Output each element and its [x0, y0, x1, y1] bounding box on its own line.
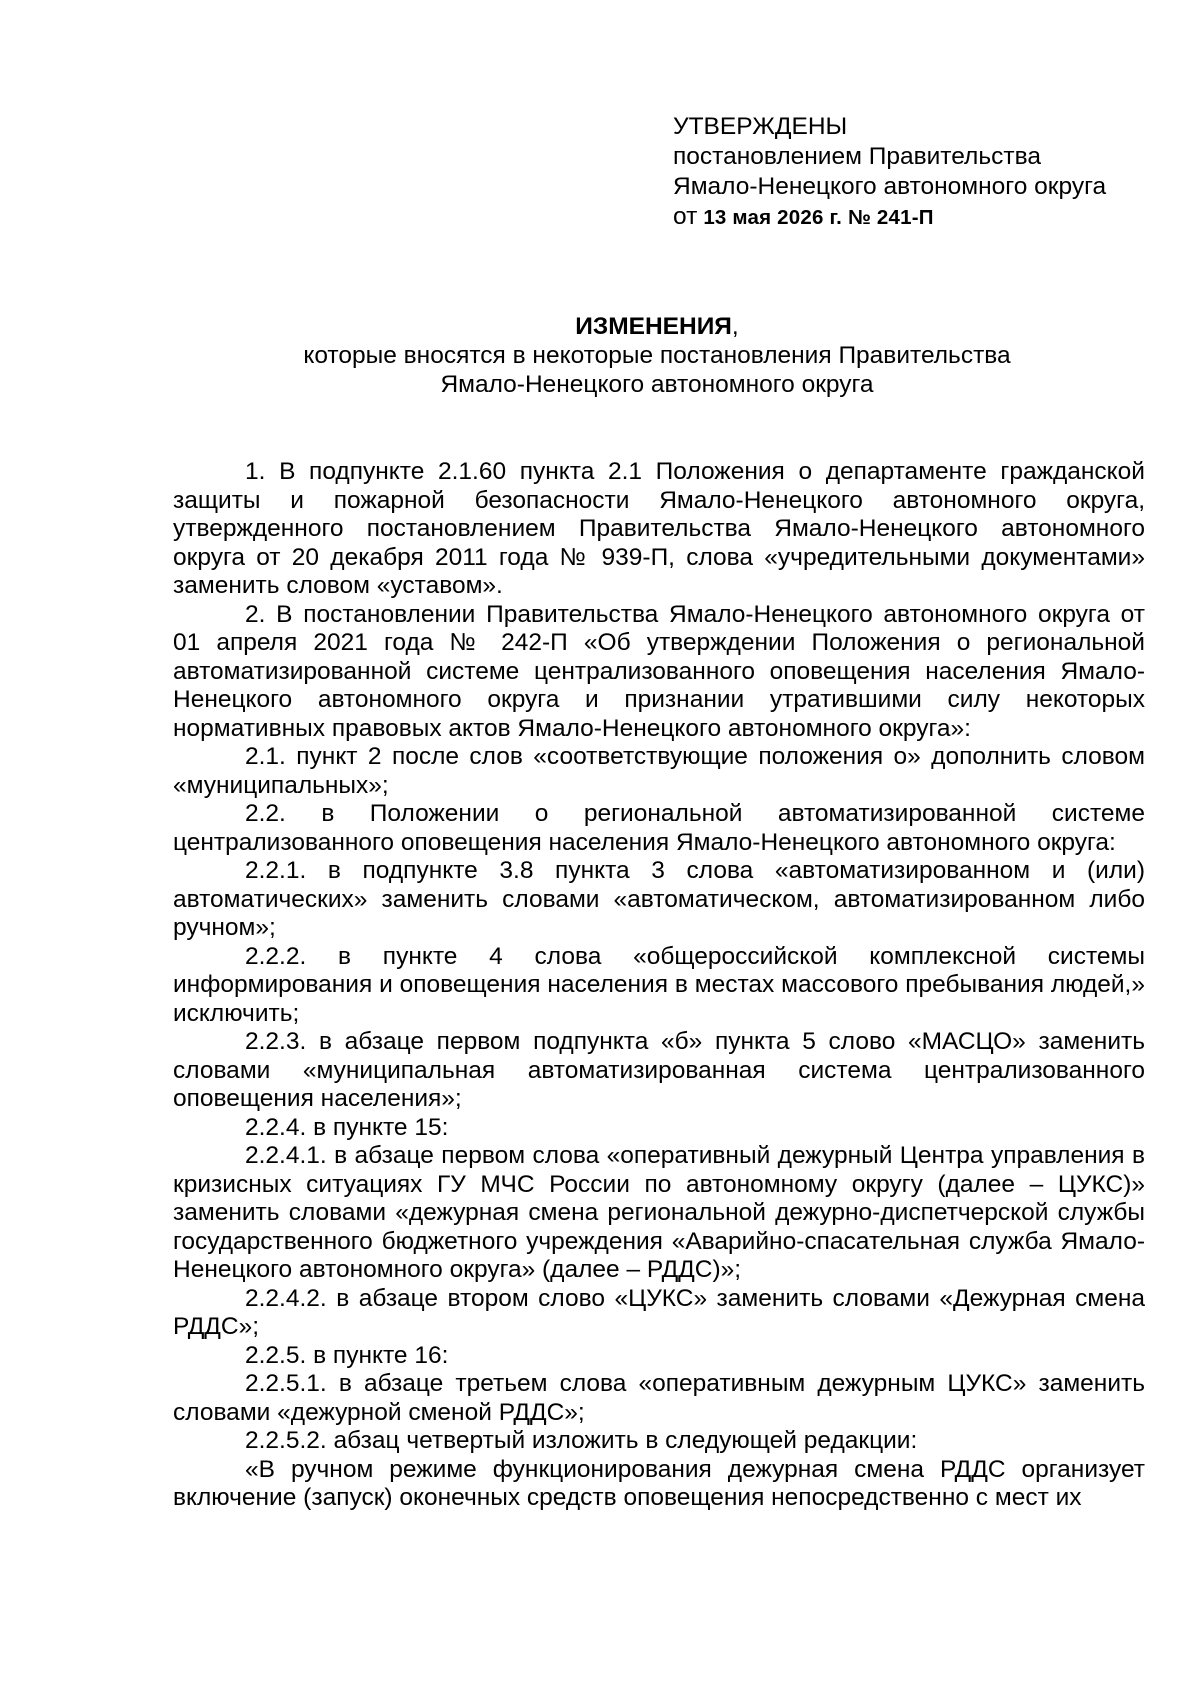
- paragraph-quote: «В ручном режиме функционирования дежурная смена РДДС организует включение (запуск) оконечных средств оповещения непосредственно с мест их: [173, 1455, 1145, 1511]
- paragraph-2-2-4: 2.2.4. в пункте 15:: [245, 1113, 449, 1141]
- paragraph-2-2: 2.2. в Положении о региональной автоматизированной системе централизованного оповещения населения Ямало-Ненецкого автономного округа:: [173, 800, 1145, 856]
- paragraph-2-2-2: 2.2.2. в пункте 4 слова «общероссийской комплексной системы информирования и оповещения населения в местах массового пребывания людей,» исключить;: [173, 942, 1145, 1027]
- paragraph-2-1: 2.1. пункт 2 после слов «соответствующие положения о» дополнить словом «муниципальных»;: [173, 743, 1145, 799]
- document-title-block: [172, 312, 1142, 399]
- document-title-suffix: ,: [731, 313, 739, 340]
- paragraph-2-2-5-2: 2.2.5.2. абзац четвертый изложить в следующей редакции:: [245, 1427, 918, 1454]
- paragraph-2-2-5: 2.2.5. в пункте 16:: [245, 1341, 449, 1369]
- approval-line-2: Ямало-Ненецкого автономного округа: [673, 173, 1107, 200]
- paragraph-2-2-3: 2.2.3. в абзаце первом подпункта «б» пункта 5 слово «МАСЦО» заменить словами «муниципальная автоматизированная система централизованного оповещения населения»;: [173, 1028, 1145, 1112]
- document-title-main: ИЗМЕНЕНИЯ: [575, 313, 732, 340]
- paragraph-2: 2. В постановлении Правительства Ямало-Ненецкого автономного округа от 01 апреля 2021 года № 242-П «Об утверждении Положения о региональной автоматизированной системе централизованного оповещения населения Ямало-Ненецкого автономного округа и признании утратившими силу некоторых нормативных правовых актов Ямало-Ненецкого автономного округа»:: [173, 600, 1145, 742]
- document-subtitle-line-2: Ямало-Ненецкого автономного округа: [440, 371, 874, 398]
- paragraph-2-2-5-1: 2.2.5.1. в абзаце третьем слова «оперативным дежурным ЦУКС» заменить словами «дежурной сменой РДДС»;: [173, 1370, 1145, 1426]
- document-title: [172, 312, 1142, 341]
- paragraph-2-2-4-2: 2.2.4.2. в абзаце втором слово «ЦУКС» заменить словами «Дежурная смена РДДС»;: [173, 1284, 1145, 1340]
- approval-date-prefix: от: [673, 203, 698, 230]
- approval-heading: УТВЕРЖДЕНЫ: [673, 113, 848, 140]
- approval-block: [673, 112, 1153, 233]
- document-subtitle-line-1: которые вносятся в некоторые постановления Правительства: [303, 342, 1011, 369]
- approval-line-1: постановлением Правительства: [673, 143, 1041, 170]
- paragraph-2-2-4-1: 2.2.4.1. в абзаце первом слова «оперативный дежурный Центра управления в кризисных ситуациях ГУ МЧС России по автономному округу (далее – ЦУКС)» заменить словами «дежурная смена региональной дежурно-диспетчерской службы государственного бюджетного учреждения «Аварийно-спасательная служба Ямало-Ненецкого автономного округа» (далее – РДДС)»;: [173, 1142, 1145, 1283]
- paragraph-1: 1. В подпункте 2.1.60 пункта 2.1 Положения о департаменте гражданской защиты и пожарной безопасности Ямало-Ненецкого автономного округа, утвержденного постановлением Правительства Ямало-Ненецкого автономного округа от 20 декабря 2011 года № 939-П, слова «учредительными документами» заменить словом «уставом».: [173, 458, 1145, 599]
- document-body: [173, 458, 1145, 1513]
- paragraph-2-2-1: 2.2.1. в подпункте 3.8 пункта 3 слова «автоматизированном и (или) автоматических» заменить словами «автоматическом, автоматизированном либо ручном»;: [173, 857, 1145, 941]
- approval-date-line: [673, 202, 1153, 233]
- approval-date-stamp: 13 мая 2026 г. № 241-П: [703, 206, 934, 229]
